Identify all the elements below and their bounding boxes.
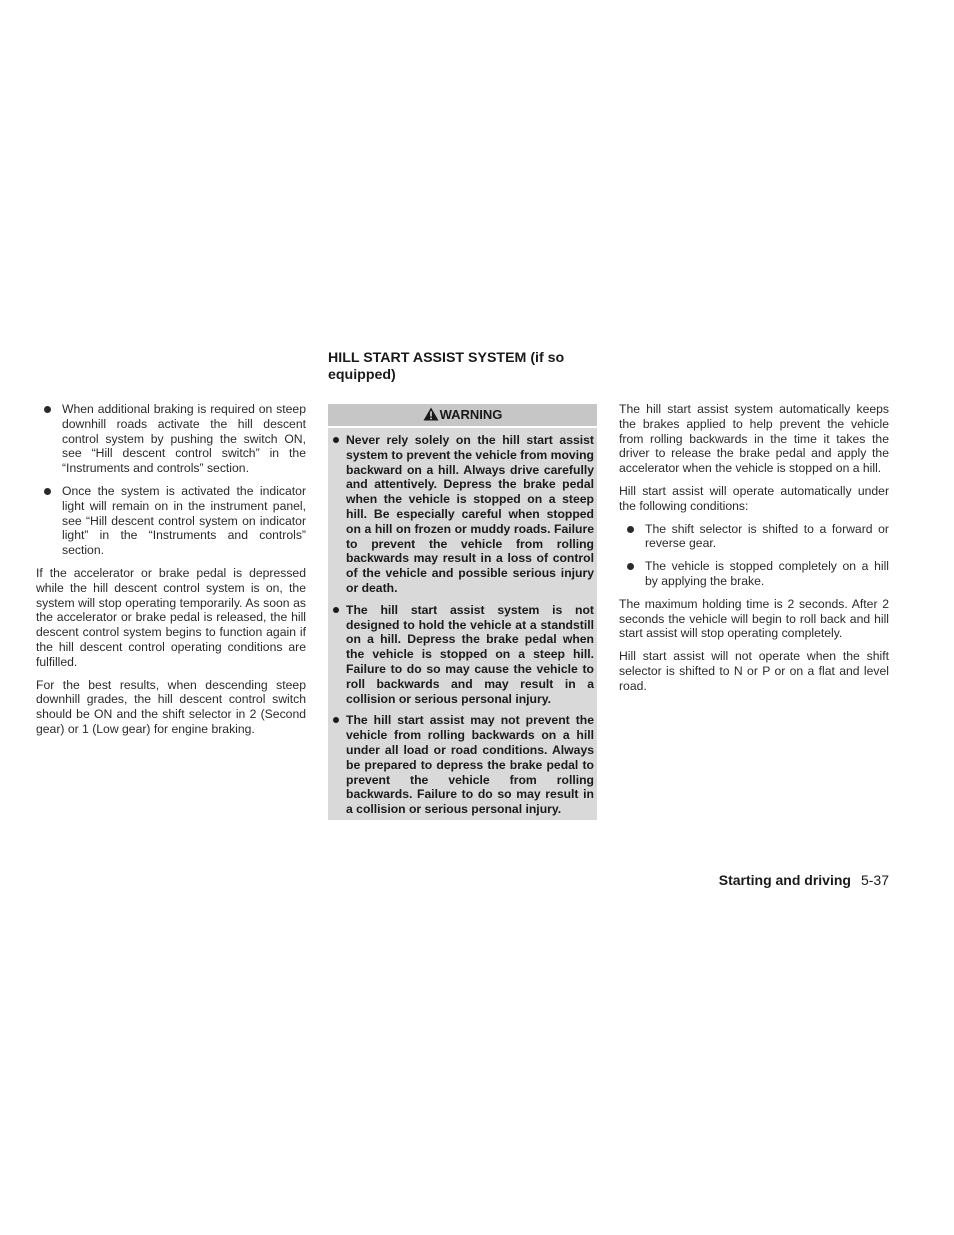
left-column: [36, 402, 306, 745]
list-item: [619, 522, 889, 552]
warning-item-text: The hill start assist system is not designed to hold the vehicle at a standstill on a hill. Depress the brake pedal when the vehicle is stopped on a steep hill. Failure to do so may cause the vehicle to roll backwards and may result in a collision or serious personal injury.: [346, 602, 594, 706]
list-item-text: When additional braking is required on steep downhill roads activate the hill descent control system by pushing the switch ON, see “Hill descent control switch” in the “Instruments and controls” section.: [62, 402, 306, 476]
list-item: [36, 402, 306, 476]
section-title: HILL START ASSIST SYSTEM (if so equipped): [328, 350, 565, 383]
paragraph: The hill start assist system automatically keeps the brakes applied to help prevent the vehicle from rolling backwards in the time it takes the driver to release the brake pedal and apply the accelerator when the vehicle is stopped on a hill.: [619, 402, 889, 476]
warning-item: [328, 713, 594, 817]
list-item: [36, 484, 306, 558]
paragraph: Hill start assist will operate automatically under the following conditions:: [619, 483, 889, 513]
bullet-icon: [333, 437, 339, 443]
warning-triangle-icon: [423, 407, 439, 421]
bullet-icon: [44, 488, 51, 495]
warning-box: [328, 404, 597, 820]
paragraph: The maximum holding time is 2 seconds. After 2 seconds the vehicle will begin to roll back and hill start assist will stop operating completely.: [619, 596, 889, 641]
warning-item: [328, 603, 594, 707]
bullet-icon: [44, 406, 51, 413]
paragraph: If the accelerator or brake pedal is depressed while the hill descent control system is on, the system will stop operating temporarily. As soon as the accelerator or brake pedal is released, the hill descent control system begins to function again if the hill descent control operating conditions are fulfilled.: [36, 565, 306, 669]
bullet-icon: [627, 563, 634, 570]
paragraph: For the best results, when descending steep downhill grades, the hill descent control switch should be ON and the shift selector in 2 (Second gear) or 1 (Low gear) for engine braking.: [36, 677, 306, 736]
warning-item: [328, 433, 594, 596]
paragraph: Hill start assist will not operate when the shift selector is shifted to N or P or on a flat and level road.: [619, 649, 889, 693]
bullet-icon: [627, 526, 634, 533]
list-item: [619, 559, 889, 589]
middle-column: [328, 404, 597, 820]
warning-label: WARNING: [439, 407, 503, 422]
conditions-list: [619, 522, 889, 589]
page-footer: [719, 872, 889, 889]
warning-item-text: Never rely solely on the hill start assist system to prevent the vehicle from moving backward on a hill. Always drive carefully and attentively. Depress the brake pedal when the vehicle is stopped on a steep hill. Be especially careful when stopped on a hill on frozen or muddy roads. Failure to prevent the vehicle from rolling backwards may result in a loss of control of the vehicle and possible serious injury or death.: [346, 433, 594, 595]
warning-list: [328, 428, 597, 817]
list-item-text: Once the system is activated the indicator light will remain on in the instrument panel, see “Hill descent control system on indicator light” in the “Instruments and controls” section.: [62, 483, 306, 558]
bullet-icon: [333, 717, 339, 723]
left-bullet-list: [36, 402, 306, 558]
page-number: 5-37: [860, 872, 889, 888]
warning-item-text: The hill start assist may not prevent the vehicle from rolling backwards on a hill under all load or road conditions. Always be prepared to depress the brake pedal to prevent the vehicle from rolling backwards. Failure to do so may result in a collision or serious personal injury.: [346, 713, 594, 817]
list-item-text: The shift selector is shifted to a forward or reverse gear.: [645, 521, 889, 551]
right-column: [619, 402, 889, 702]
warning-header: [328, 404, 597, 428]
list-item-text: The vehicle is stopped completely on a hill by applying the brake.: [645, 559, 889, 588]
bullet-icon: [333, 607, 339, 613]
footer-section-name: Starting and driving: [718, 872, 851, 888]
